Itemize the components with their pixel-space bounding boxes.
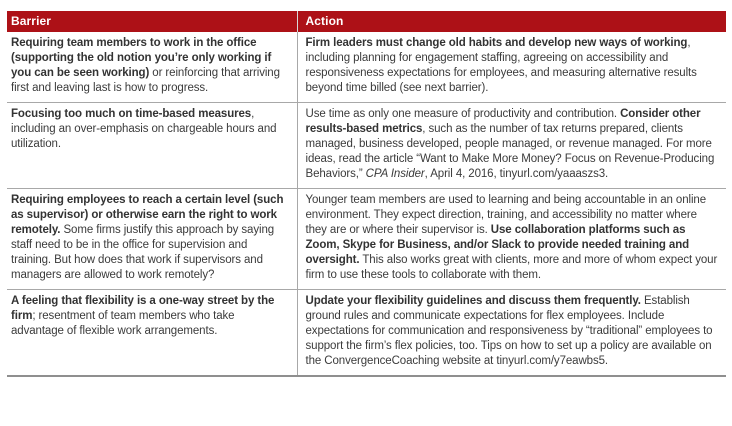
table-row (7, 103, 726, 189)
action-cell (297, 103, 726, 189)
barrier-cell (7, 189, 297, 290)
action-cell (297, 290, 726, 377)
bold-text-segment: Requiring employees to reach a certain level (such as supervisor) or otherwise earn the right to work remotely. (11, 194, 284, 236)
bold-text-segment: A feeling that flexibility is a one-way street by the firm (11, 295, 275, 322)
table-row (7, 32, 726, 103)
action-cell (297, 189, 726, 290)
bold-text-segment: Consider other results-based metrics (305, 108, 701, 135)
bold-text-segment: Firm leaders must change old habits and develop new ways of working (305, 37, 688, 49)
barrier-action-table (7, 11, 726, 377)
text-segment: Use time as only one measure of productivity and contribution. (305, 108, 621, 120)
text-segment: , including planning for engagement staffing, agreeing on accessibility and responsiveness expectations for employees, and measuring alternative results beyond time billed (see next barrier). (305, 37, 697, 94)
text-segment: , April 4, 2016, tinyurl.com/yaaaszs3. (424, 168, 609, 180)
italic-text-segment: CPA Insider (365, 168, 425, 180)
barrier-cell (7, 32, 297, 103)
text-segment: Younger team members are used to learning and being accountable in an online environment. They expect direction, training, and accessibility no matter where they are or where their supervisor is. (305, 194, 707, 236)
table-header-row (7, 11, 726, 32)
bold-text-segment: Requiring team members to work in the office (supporting the old notion you’re only working if you can be seen working) (11, 37, 272, 79)
text-segment: , including an over-emphasis on chargeable hours and utilization. (11, 108, 277, 150)
action-cell (297, 32, 726, 103)
table-row (7, 189, 726, 290)
column-header-barrier: Barrier (7, 11, 297, 32)
table-row (7, 290, 726, 377)
bold-text-segment: Focusing too much on time-based measures (11, 108, 252, 120)
text-segment: Establish ground rules and communicate expectations for flex employees. Include expectations for communication and responsiveness by “traditional” employees to support the firm’s flex policies, too. Tips on how to set up a policy are available on the ConvergenceCoaching website at tinyurl.com/y7eawbs5. (305, 295, 713, 367)
text-segment: , such as the number of tax returns prepared, clients managed, business developed, people managed, or revenue managed. For more ideas, read the article “Want to Make More Money? Focus on Revenue-Producing Behaviors,” (305, 123, 715, 180)
column-header-action: Action (297, 11, 726, 32)
barrier-cell (7, 290, 297, 377)
bold-text-segment: Update your flexibility guidelines and discuss them frequently. (305, 295, 641, 307)
text-segment: ; resentment of team members who take advantage of flexible work arrangements. (11, 310, 235, 337)
text-segment: This also works great with clients, more and more of whom expect your firm to use these tools to collaborate with them. (305, 254, 718, 281)
bold-text-segment: Use collaboration platforms such as Zoom, Skype for Business, and/or Slack to provide needed training and oversight. (305, 224, 690, 266)
barrier-cell (7, 103, 297, 189)
text-segment: Some firms justify this approach by saying staff need to be in the office for supervision and training. But how does that work if supervisors and managers are allowed to work remotely? (11, 224, 275, 281)
text-segment: or reinforcing that arriving first and leaving last is how to progress. (11, 67, 280, 94)
